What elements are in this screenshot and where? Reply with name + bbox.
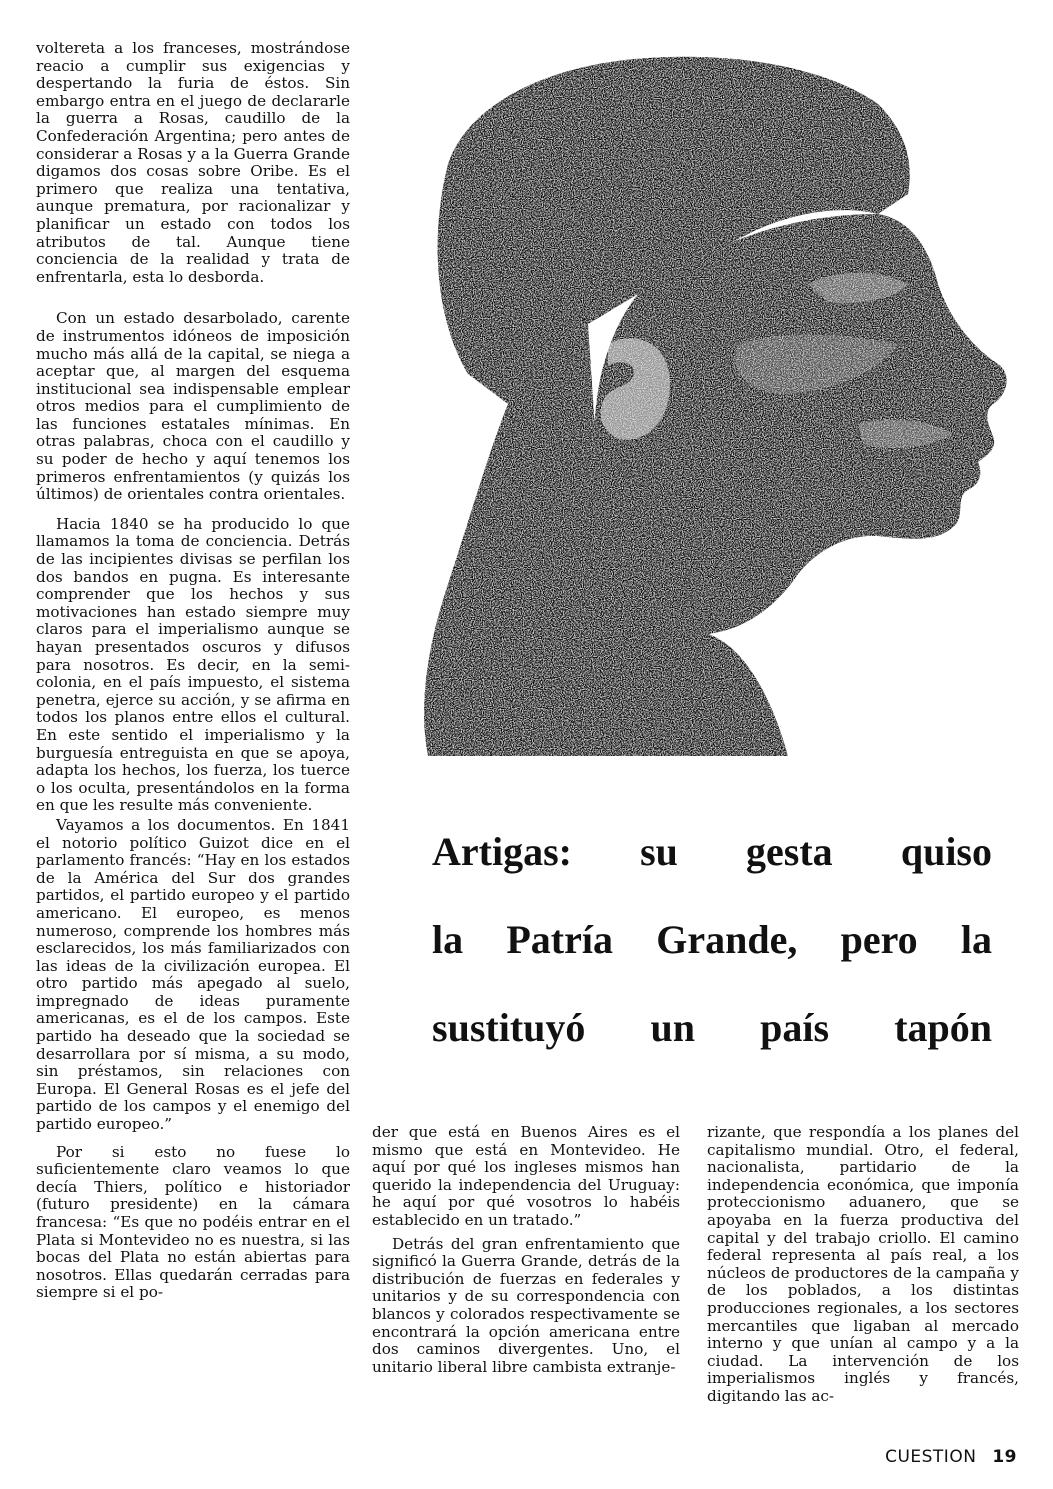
paragraph: Hacia 1840 se ha producido lo que llamamos la toma de conciencia. Detrás de las incipientes divisas se perfilan los dos bandos en pugna. Es interesante comprender que los hechos y sus motivaciones han estado siempre muy claros para el imperialismo aunque se hayan presentados oscuros y difusos para nosotros. Es decir, en la semi-colonia, en el país impuesto, el sistema penetra, ejerce su acción, y se afirma en todos los planos entre ellos el cultural. En este sentido el imperialismo y la burguesía entreguista en que se apoya, adapta los hechos, los fuerza, los tuerce o los oculta, presentándolos en la forma en que les resulte más conveniente. (36, 514, 350, 815)
paragraph: Por si esto no fuese lo suficientemente claro veamos lo que decía Thiers, político e historiador (futuro presidente) en la cámara francesa: “Es que no podéis entrar en el Plata si Montevideo no es nuestra, si las bocas del Plata no están abiertas para nosotros. Ellas quedarán cerradas para siempre si el po- (36, 1142, 350, 1302)
right-column (707, 1124, 1019, 1418)
left-column (36, 40, 350, 1314)
headline-line-3: sustituyó un país tapón (432, 1005, 992, 1050)
headline-line-1: Artigas: su gesta quiso (432, 829, 992, 874)
paragraph: Con un estado desarbolado, carente de instrumentos idóneos de imposición mucho más allá de la capital, se niega a aceptar que, al margen del esquema institucional sea indispensable emplear otros medios para el cumplimiento de las funciones estatales mínimas. En otras palabras, choca con el caudillo y su poder de hecho y aquí tenemos los primeros enfrentamientos (y quizás los últimos) de orientales contra orientales. (36, 309, 350, 504)
paragraph: der que está en Buenos Aires es el mismo que está en Montevideo. He aquí por qué los ingleses mismos han querido la independencia del Uruguay: he aquí por qué vosotros lo habéis establecido en un tratado.” (372, 1123, 680, 1229)
page-number: 19 (992, 1447, 1017, 1467)
middle-column (372, 1124, 680, 1388)
headline (432, 808, 992, 1072)
paragraph: Detrás del gran enfrentamiento que significó la Guerra Grande, detrás de la distribución de fuerzas en federales y unitarios y de su correspondencia con blancos y colorados respectivamente se encontrará la opción americana entre dos caminos divergentes. Uno, el unitario liberal libre cambista extranje- (372, 1234, 680, 1376)
paragraph: voltereta a los franceses, mostrándose reacio a cumplir sus exigencias y despertando la furia de éstos. Sin embargo entra en el juego de declararle la guerra a Rosas, caudillo de la Confederación Argentina; pero antes de considerar a Rosas y a la Guerra Grande digamos dos cosas sobre Oribe. Es el primero que realiza una tentativa, aunque prematura, por racionalizar y planificar un estado con todos los atributos de tal. Aunque tiene conciencia de la realidad y trata de enfrentarla, esta lo desborda. (36, 39, 350, 286)
portrait-image (408, 44, 1012, 756)
headline-line-2: la Patría Grande, pero la (432, 917, 992, 962)
page-footer (885, 1447, 1017, 1467)
publication-name: CUESTION (885, 1447, 977, 1467)
paragraph: Vayamos a los documentos. En 1841 el notorio político Guizot dice en el parlamento francés: “Hay en los estados de la América del Sur dos grandes partidos, el partido europeo y el partido americano. El europeo, es menos numeroso, comprende los hombres más esclarecidos, los más familiarizados con las ideas de la civilización europea. El otro partido más apegado al suelo, impregnado de ideas puramente americanas, es el de los campos. Este partido ha deseado que la sociedad se desarrollara por sí misma, a su modo, sin préstamos, sin relaciones con Europa. El General Rosas es el jefe del partido de los campos y el enemigo del partido europeo.” (36, 815, 350, 1134)
paragraph: rizante, que respondía a los planes del capitalismo mundial. Otro, el federal, nacionalista, partidario de la independencia económica, que imponía proteccionismo aduanero, que se apoyaba en la fuerza productiva del capital y del trabajo criollo. El camino federal representa al país real, a los núcleos de productores de la campaña y de los poblados, a los distintas producciones regionales, a los sectores mercantiles que ligaban al mercado interno y que unían al campo y a la ciudad. La intervención de los imperialismos inglés y francés, digitando las ac- (707, 1123, 1019, 1405)
